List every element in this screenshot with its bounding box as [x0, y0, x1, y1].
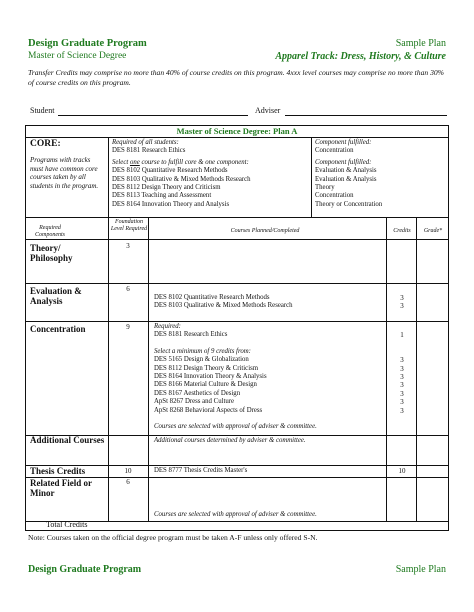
additional-note: Additional courses determined by adviser & committee.: [154, 437, 306, 444]
core-select-course: DES 8112 Design Theory and Criticism: [112, 184, 221, 192]
credit-value: 3: [400, 373, 404, 382]
course-item: DES 8102 Quantitative Research Methods: [154, 294, 270, 301]
core-required-course: DES 8181 Research Ethics: [112, 147, 186, 155]
credit-value: 3: [400, 381, 404, 390]
course-item: DES 8103 Qualitative & Mixed Methods Research: [154, 302, 293, 310]
adviser-label: Adviser: [255, 106, 281, 115]
row-label-evaluation: Evaluation & Analysis: [30, 286, 82, 306]
core-select-course: DES 8103 Qualitative & Mixed Methods Research: [112, 175, 251, 183]
course-item: ApSt 8268 Behavioral Aspects of Dress: [154, 406, 263, 414]
level-concentration: 9: [126, 323, 130, 331]
degree-title: Master of Science Degree: [28, 51, 127, 61]
component-value: Evaluation & Analysis: [315, 175, 377, 183]
required-label: Required:: [154, 323, 181, 330]
col-foundation: Foundation Level Required: [110, 219, 148, 232]
track-title: Apparel Track: Dress, History, & Culture: [275, 51, 446, 62]
credit-value: 3: [400, 356, 404, 365]
grading-note: Note: Courses taken on the official degree program must be taken A-F unless only offered S-N.: [28, 533, 318, 542]
core-select-course: DES 8164 Innovation Theory and Analysis: [112, 200, 230, 208]
col-required: Required Components: [35, 225, 65, 238]
row-label-related: Related Field or Minor: [30, 478, 92, 498]
core-courses: [112, 139, 308, 209]
course-item: DES 8167 Aesthetics of Design: [154, 389, 241, 397]
row-label-additional: Additional Courses: [30, 435, 105, 445]
credit-value: 3: [400, 389, 404, 398]
row-label-thesis: Thesis Credits: [30, 466, 86, 476]
credit-value: 3: [400, 294, 404, 302]
student-field[interactable]: [58, 115, 248, 116]
program-title: Design Graduate Program: [28, 38, 147, 49]
row-label-theory: Theory/ Philosophy: [30, 243, 73, 263]
col-grade: Grade*: [423, 228, 443, 234]
footer-sample-plan: Sample Plan: [395, 564, 446, 575]
component-label: Component fulfilled:: [315, 158, 372, 166]
core-components: [315, 139, 447, 209]
course-item: DES 5165 Design & Globalization: [154, 356, 249, 364]
col-courses: Courses Planned/Completed: [230, 228, 300, 234]
thesis-credit: 10: [398, 467, 406, 475]
level-related: 6: [126, 478, 130, 486]
core-select-label: Select one course to fulfill core & one component:: [112, 158, 249, 166]
table-title: Master of Science Degree: Plan A: [176, 126, 298, 136]
evaluation-credits: [388, 294, 416, 311]
level-thesis: 10: [124, 467, 132, 475]
credit-value: 3: [400, 302, 404, 311]
row-label-concentration: Concentration: [30, 324, 86, 334]
thesis-course: DES 8777 Thesis Credits Master's: [154, 467, 248, 474]
core-select-course: DES 8113 Teaching and Assessment: [112, 192, 212, 200]
related-note: Courses are selected with approval of adviser & committee.: [154, 511, 317, 518]
concentration-credits: [388, 331, 416, 415]
component-label: Component fulfilled:: [315, 139, 372, 146]
core-heading: CORE:: [30, 139, 61, 149]
degree-plan-table: [25, 125, 449, 531]
course-item: DES 8181 Research Ethics: [154, 331, 228, 339]
core-select-course: DES 8102 Quantitative Research Methods: [112, 167, 228, 175]
select-label: Select a minimum of 9 credits from:: [154, 347, 251, 355]
evaluation-courses: [154, 294, 293, 311]
component-value: Concentration: [315, 192, 354, 200]
component-value: Theory: [315, 184, 335, 192]
component-value: Evaluation & Analysis: [315, 167, 377, 175]
component-value: Concentration: [315, 147, 354, 155]
footer-program: Design Graduate Program: [28, 564, 142, 575]
student-label: Student: [30, 106, 55, 115]
course-item: DES 8166 Material Culture & Design: [154, 381, 257, 389]
course-item: DES 8112 Design Theory & Criticism: [154, 364, 259, 372]
transfer-note: Transfer Credits may comprise no more than 40% of course credits on this program. 4xxx level courses may comprise no more than 30% of course credits on this program.: [28, 68, 444, 87]
total-credits-label: Total Credits: [46, 520, 88, 529]
credit-value: 3: [400, 364, 404, 373]
col-credits: Credits: [393, 228, 411, 234]
credit-value: 1: [400, 331, 404, 339]
adviser-field[interactable]: [285, 115, 447, 116]
concentration-courses: [154, 323, 317, 431]
core-required-label: Required of all students:: [112, 139, 179, 146]
credit-value: 3: [400, 406, 404, 415]
credit-value: 3: [400, 398, 404, 407]
component-value: Theory or Concentration: [315, 200, 383, 208]
core-note: Programs with tracks must have common core courses taken by all students in the program.: [30, 156, 99, 190]
level-theory: 3: [126, 242, 130, 250]
level-evaluation: 6: [126, 285, 130, 293]
sample-plan-label: Sample Plan: [395, 38, 446, 49]
course-item: DES 8164 Innovation Theory & Analysis: [154, 373, 267, 381]
course-item: ApSt 8267 Dress and Culture: [154, 398, 235, 406]
approval-note: Courses are selected with approval of adviser & committee.: [154, 423, 317, 431]
